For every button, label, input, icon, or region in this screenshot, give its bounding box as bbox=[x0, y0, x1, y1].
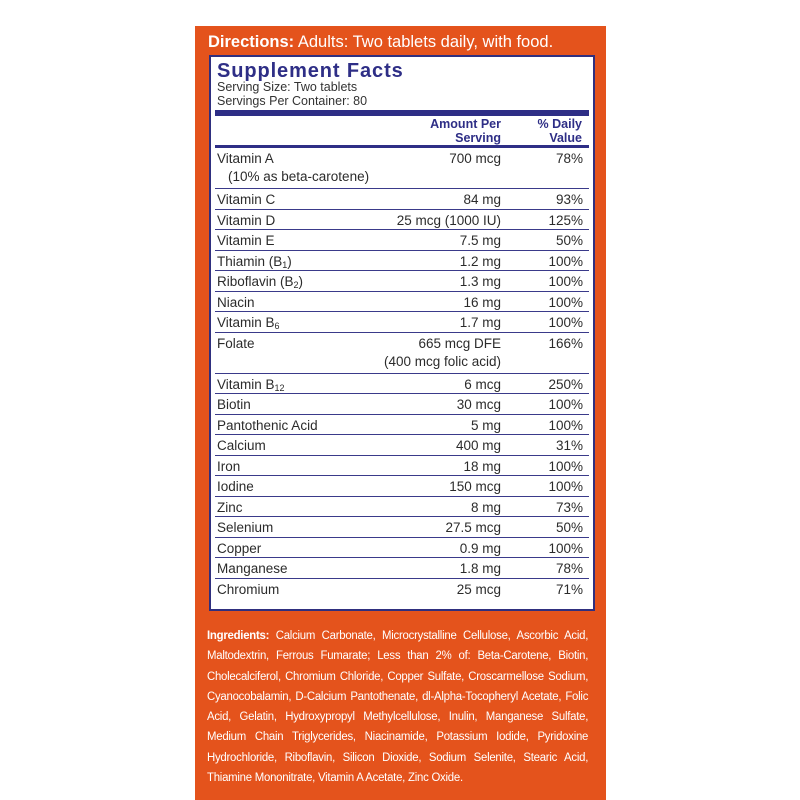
nutrient-amount-text: 150 mcg bbox=[449, 479, 501, 494]
nutrient-name bbox=[217, 458, 240, 476]
nutrient-daily-value: 100% bbox=[548, 540, 583, 556]
nutrient-row bbox=[215, 292, 589, 313]
ingredients bbox=[207, 626, 588, 788]
nutrient-amount-text: 16 mg bbox=[463, 294, 501, 310]
nutrient-row bbox=[215, 579, 589, 600]
nutrient-amount bbox=[456, 437, 501, 455]
nutrient-row bbox=[215, 251, 589, 272]
nutrient-daily-value: 166% bbox=[548, 335, 583, 351]
nutrient-amount-text: 700 mcg bbox=[449, 151, 501, 166]
nutrient-row bbox=[215, 456, 589, 477]
nutrient-name-text: Copper bbox=[217, 540, 262, 556]
supplement-facts-title: Supplement Facts bbox=[217, 60, 404, 82]
nutrient-name bbox=[217, 191, 275, 209]
nutrient-amount-text: 1.7 mg bbox=[459, 315, 501, 330]
nutrient-note: (10% as beta-carotene) bbox=[228, 169, 370, 184]
nutrient-subscript: 1 bbox=[282, 259, 288, 270]
nutrient-name-text: Selenium bbox=[217, 520, 274, 535]
thick-rule bbox=[215, 110, 589, 116]
nutrient-row bbox=[215, 517, 589, 538]
nutrient-subscript: 12 bbox=[274, 382, 285, 393]
nutrient-name bbox=[217, 335, 255, 353]
nutrient-amount bbox=[463, 458, 501, 476]
nutrient-name-text: Zinc bbox=[217, 499, 243, 515]
header-amount-line2: Serving bbox=[455, 131, 501, 145]
nutrient-row bbox=[215, 148, 589, 189]
directions-label: Directions: bbox=[208, 33, 295, 51]
nutrient-name bbox=[217, 294, 255, 312]
nutrient-amount-text: 6 mcg bbox=[464, 376, 501, 392]
nutrient-daily-value: 93% bbox=[555, 192, 583, 207]
header-daily-value bbox=[510, 117, 582, 145]
nutrient-name bbox=[217, 581, 279, 599]
nutrient-daily-value: 100% bbox=[548, 479, 583, 494]
nutrient-amount-text: 25 mcg (1000 IU) bbox=[396, 212, 501, 228]
nutrient-row bbox=[215, 271, 589, 292]
nutrient-amount bbox=[460, 253, 501, 271]
nutrient-amount bbox=[449, 478, 501, 496]
nutrient-name-text: Vitamin C bbox=[217, 192, 276, 207]
nutrient-name-text: Vitamin D bbox=[217, 212, 276, 228]
nutrient-daily-value: 100% bbox=[548, 458, 583, 474]
ingredients-text: Calcium Carbonate, Microcrystalline Cellulose, Ascorbic Acid, Maltodextrin, Ferrous Fumarate; Less than 2% of: Beta-Carotene, Biotin, Cholecalciferol, Chromium Chloride, Copper Sulfate, Croscarmellose Sodium, Cyanocobalamin, D-Calcium Pantothenate, dl-Alpha-Tocopheryl Acetate, Folic Acid, Gelatin, Hydroxypropyl Methylcellulose, Inulin, Manganese Sulfate, Medium Chain Triglycerides, Niacinamide, Potassium Iodide, Pyridoxine Hydrochloride, Riboflavin, Silicon Dioxide, Sodium Selenite, Stearic Acid, Thiamine Mononitrate, Vitamin A Acetate, Zinc Oxide. bbox=[207, 630, 589, 785]
nutrient-amount-note: (400 mcg folic acid) bbox=[383, 353, 501, 369]
nutrient-daily-value: 73% bbox=[555, 499, 583, 515]
nutrient-name-text: Iron bbox=[217, 458, 241, 474]
nutrient-table bbox=[215, 148, 589, 599]
nutrient-name-text: Vitamin E bbox=[217, 233, 275, 248]
nutrient-row bbox=[215, 312, 589, 333]
nutrient-row bbox=[215, 230, 589, 251]
nutrient-daily-value: 100% bbox=[548, 417, 583, 433]
nutrient-name bbox=[217, 150, 369, 186]
nutrient-row bbox=[215, 476, 589, 497]
nutrient-daily-value: 125% bbox=[548, 212, 583, 228]
nutrient-name bbox=[217, 478, 254, 496]
nutrient-amount-text: 665 mcg DFE bbox=[418, 335, 501, 351]
nutrient-amount-text: 1.2 mg bbox=[459, 253, 501, 269]
nutrient-amount-text: 18 mg bbox=[463, 458, 501, 474]
nutrient-amount bbox=[471, 499, 501, 517]
nutrient-amount bbox=[457, 581, 501, 599]
nutrient-name bbox=[217, 417, 318, 435]
ingredients-label: Ingredients: bbox=[207, 630, 270, 642]
nutrient-amount-text: 27.5 mcg bbox=[445, 520, 501, 535]
nutrient-amount-text: 1.8 mg bbox=[459, 561, 501, 576]
nutrient-name-text: Riboflavin (B bbox=[217, 274, 294, 289]
nutrient-amount bbox=[445, 519, 501, 537]
nutrient-amount-text: 84 mg bbox=[463, 192, 501, 207]
nutrient-amount-text: 7.5 mg bbox=[459, 233, 501, 248]
nutrient-name-text: Vitamin B bbox=[217, 376, 275, 392]
nutrient-amount bbox=[463, 191, 501, 209]
nutrient-daily-value: 50% bbox=[555, 520, 583, 535]
nutrient-row bbox=[215, 333, 589, 374]
nutrient-amount-text: 30 mcg bbox=[456, 397, 501, 412]
header-dv-line1: % Daily bbox=[537, 117, 582, 131]
nutrient-amount-text: 1.3 mg bbox=[459, 274, 501, 289]
nutrient-daily-value: 100% bbox=[548, 253, 583, 269]
nutrient-row bbox=[215, 558, 589, 579]
nutrient-name-text: Calcium bbox=[217, 438, 266, 453]
header-amount-line1: Amount Per bbox=[430, 117, 501, 131]
nutrient-row bbox=[215, 538, 589, 559]
nutrient-amount bbox=[460, 540, 501, 558]
nutrient-name-text: Iodine bbox=[217, 479, 254, 494]
nutrient-amount bbox=[460, 560, 501, 578]
nutrient-name-suffix: ) bbox=[287, 253, 292, 269]
nutrient-name-text: Vitamin A bbox=[217, 151, 274, 166]
nutrient-amount bbox=[464, 376, 501, 394]
nutrient-daily-value: 31% bbox=[555, 438, 583, 453]
nutrient-name bbox=[217, 396, 251, 414]
nutrient-row bbox=[215, 497, 589, 518]
nutrient-name-text: Vitamin B bbox=[217, 315, 275, 330]
nutrient-name bbox=[217, 519, 273, 537]
nutrient-amount-text: 400 mg bbox=[455, 438, 501, 453]
nutrient-amount bbox=[457, 396, 501, 414]
nutrient-name-text: Pantothenic Acid bbox=[217, 417, 318, 433]
nutrient-daily-value: 100% bbox=[548, 397, 583, 412]
nutrient-name-text: Niacin bbox=[217, 294, 255, 310]
nutrient-daily-value: 78% bbox=[555, 151, 583, 166]
nutrient-name-text: Manganese bbox=[217, 561, 288, 576]
servings-per-container: Servings Per Container: 80 bbox=[217, 94, 368, 108]
nutrient-row bbox=[215, 435, 589, 456]
nutrient-name-text: Chromium bbox=[217, 581, 280, 597]
directions-text: Adults: Two tablets daily, with food. bbox=[297, 33, 554, 51]
nutrient-name bbox=[217, 232, 275, 250]
nutrient-amount bbox=[460, 273, 501, 291]
nutrient-name bbox=[217, 540, 261, 558]
nutrient-name bbox=[217, 212, 275, 230]
nutrient-daily-value: 250% bbox=[548, 376, 583, 392]
nutrient-row bbox=[215, 189, 589, 210]
nutrient-amount bbox=[449, 150, 501, 168]
nutrient-amount-text: 5 mg bbox=[470, 417, 501, 433]
nutrient-name-text: Thiamin (B bbox=[217, 253, 283, 269]
nutrient-amount bbox=[460, 314, 501, 332]
nutrient-daily-value: 78% bbox=[555, 561, 583, 576]
nutrient-daily-value: 50% bbox=[555, 233, 583, 248]
nutrient-daily-value: 71% bbox=[555, 581, 583, 597]
nutrient-daily-value: 100% bbox=[548, 315, 583, 330]
nutrient-name-text: Biotin bbox=[217, 397, 251, 412]
nutrient-daily-value: 100% bbox=[548, 294, 583, 310]
nutrient-subscript: 2 bbox=[293, 280, 299, 290]
nutrient-amount bbox=[460, 232, 501, 250]
nutrient-name bbox=[217, 560, 288, 578]
nutrient-amount-text: 25 mcg bbox=[456, 581, 501, 597]
directions bbox=[208, 31, 598, 53]
nutrient-row bbox=[215, 374, 589, 395]
nutrient-name bbox=[217, 437, 266, 455]
nutrient-daily-value: 100% bbox=[548, 274, 583, 289]
header-amount-per-serving bbox=[380, 117, 501, 145]
nutrient-name bbox=[217, 499, 243, 517]
nutrient-row bbox=[215, 210, 589, 231]
header-dv-line2: Value bbox=[549, 131, 582, 145]
nutrient-amount bbox=[397, 212, 501, 230]
serving-size: Serving Size: Two tablets bbox=[217, 80, 358, 94]
nutrient-amount-text: 8 mg bbox=[470, 499, 501, 515]
nutrient-subscript: 6 bbox=[274, 321, 280, 331]
nutrient-row bbox=[215, 415, 589, 436]
nutrient-amount bbox=[384, 335, 501, 371]
nutrient-amount-text: 0.9 mg bbox=[459, 540, 501, 556]
nutrient-row bbox=[215, 394, 589, 415]
nutrient-name-suffix: ) bbox=[298, 274, 304, 289]
nutrient-amount bbox=[463, 294, 501, 312]
nutrient-amount bbox=[471, 417, 501, 435]
nutrient-name-text: Folate bbox=[217, 335, 255, 351]
